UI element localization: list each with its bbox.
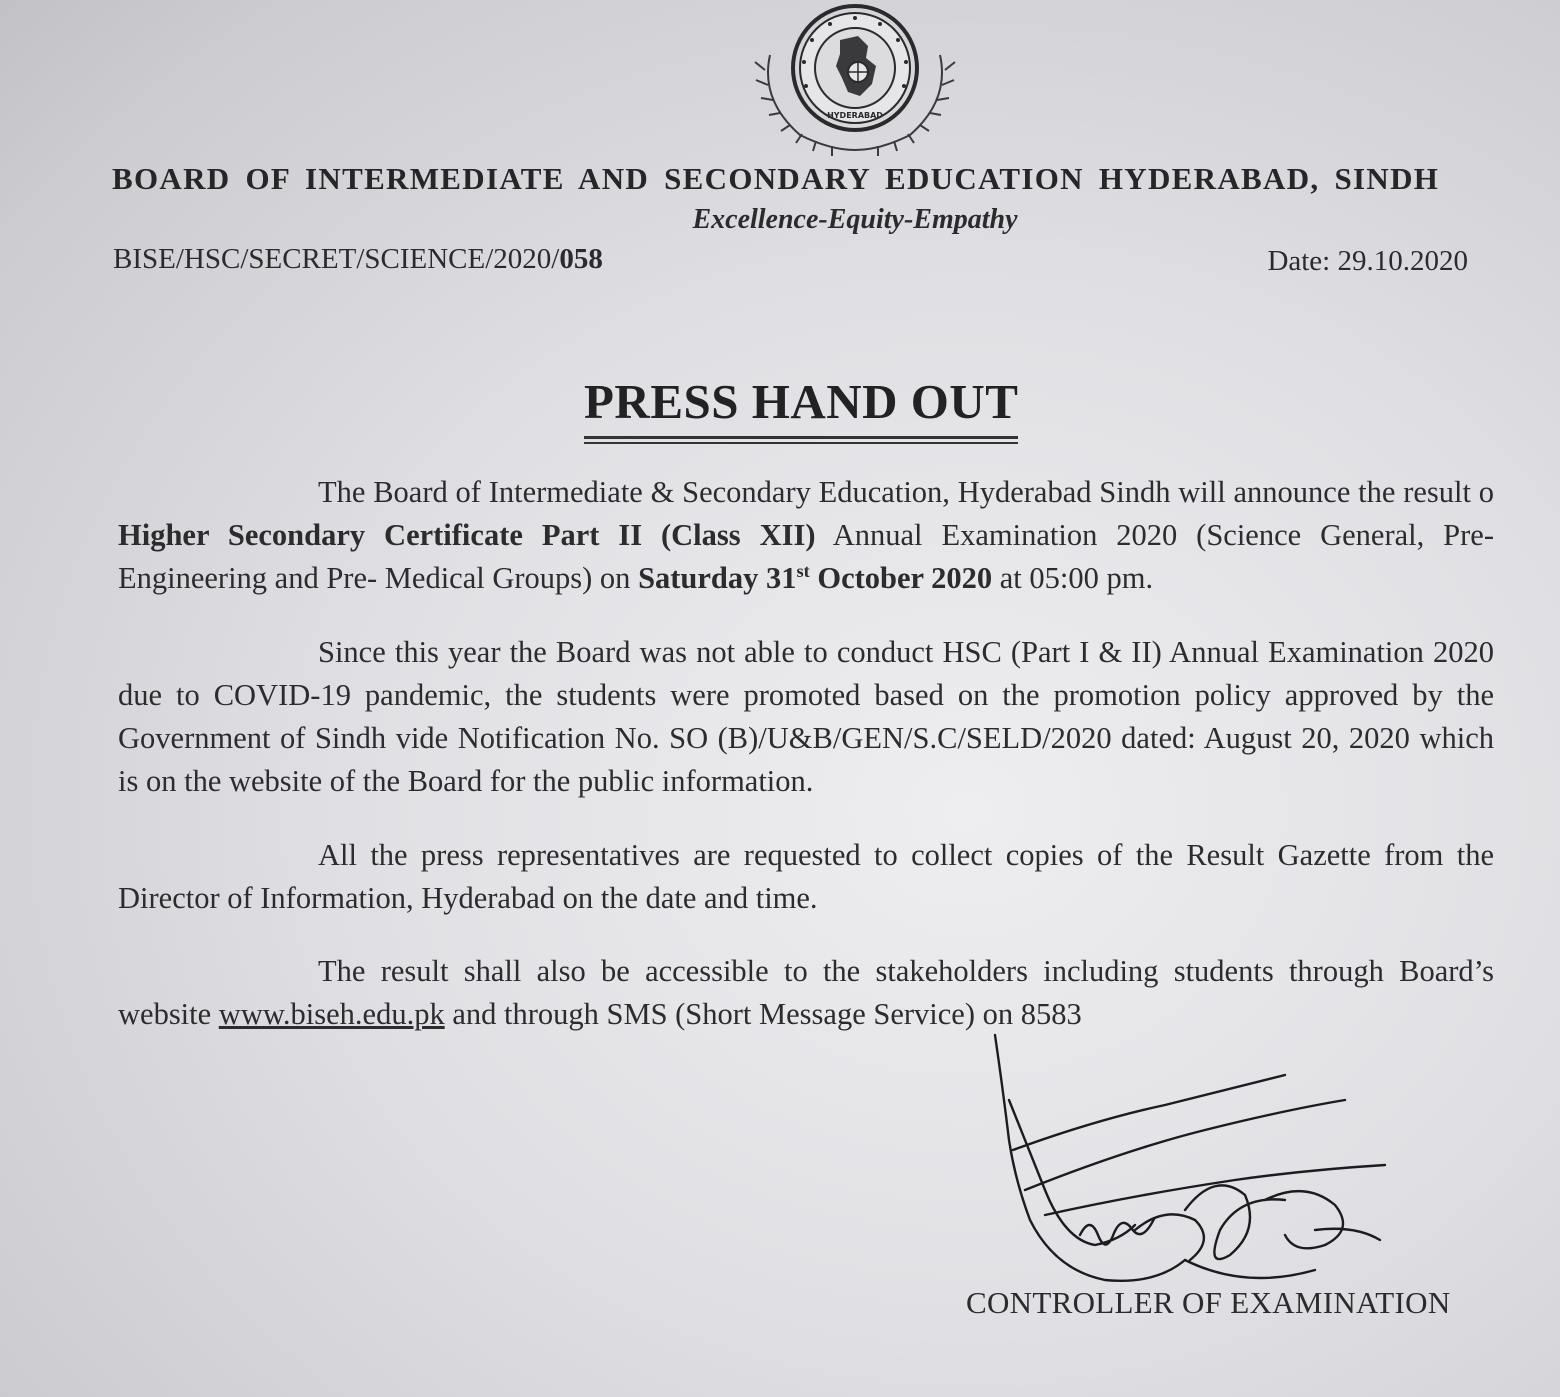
p1-exam-name: Higher Secondary Certificate Part II (Class XII) bbox=[118, 518, 816, 552]
board-website-link[interactable]: www.biseh.edu.pk bbox=[218, 997, 445, 1031]
board-seal-logo bbox=[740, 0, 970, 160]
handwritten-signature bbox=[985, 1030, 1405, 1310]
seal-city-text: HYDERABAD bbox=[827, 111, 883, 120]
paragraph-result-access bbox=[118, 950, 1494, 1036]
p1-result-day: Saturday 31 bbox=[638, 561, 797, 595]
signatory-designation: CONTROLLER OF EXAMINATION bbox=[966, 1285, 1451, 1320]
p1-day-suffix: st bbox=[796, 560, 810, 581]
p4-text-b: and through SMS (Short Message Service) on 8583 bbox=[444, 997, 1082, 1031]
p1-result-month: October 2020 bbox=[809, 561, 993, 595]
p4-text-a: The result shall also be accessible to the stakeholders including students through Board’s website bbox=[118, 954, 1494, 1031]
board-motto: Excellence-Equity-Empathy bbox=[692, 204, 1018, 235]
paragraph-press-request: All the press representatives are requested to collect copies of the Result Gazette from the Director of Information, Hyderabad on the date and time. bbox=[118, 838, 1494, 915]
paragraph-promotion-policy: Since this year the Board was not able to conduct HSC (Part I & II) Annual Examination 2020 due to COVID-19 pandemic, the students were promoted based on the promotion policy approved by the Government of Sindh vide Notification No. SO (B)/U&B/GEN/S.C/SELD/2020 dated: August 20, 2020 which is on the website of the Board for the public information. bbox=[118, 635, 1494, 798]
p1-text-a: The Board of Intermediate & Secondary Education, Hyderabad Sindh will announce the result o bbox=[318, 475, 1494, 509]
p1-result-time: at 05:00 pm. bbox=[992, 561, 1154, 595]
board-name-heading: BOARD OF INTERMEDIATE AND SECONDARY EDUCATION HYDERABAD, SINDH bbox=[112, 161, 1440, 196]
paragraph-announcement bbox=[118, 471, 1494, 600]
title-block bbox=[584, 373, 1018, 444]
title-double-underline bbox=[584, 442, 1018, 444]
reference-number-prefix: BISE/HSC/SECRET/SCIENCE/2020/ bbox=[113, 243, 560, 275]
p1-text-c: Annual Examination 2020 (Science General, Pre-Engineering and Pre- Medical Groups) on bbox=[118, 518, 1494, 595]
reference-number-suffix: 058 bbox=[559, 243, 603, 275]
document-date: Date: 29.10.2020 bbox=[1267, 245, 1468, 277]
page-title: PRESS HAND OUT bbox=[584, 373, 1018, 439]
reference-number bbox=[113, 243, 603, 276]
